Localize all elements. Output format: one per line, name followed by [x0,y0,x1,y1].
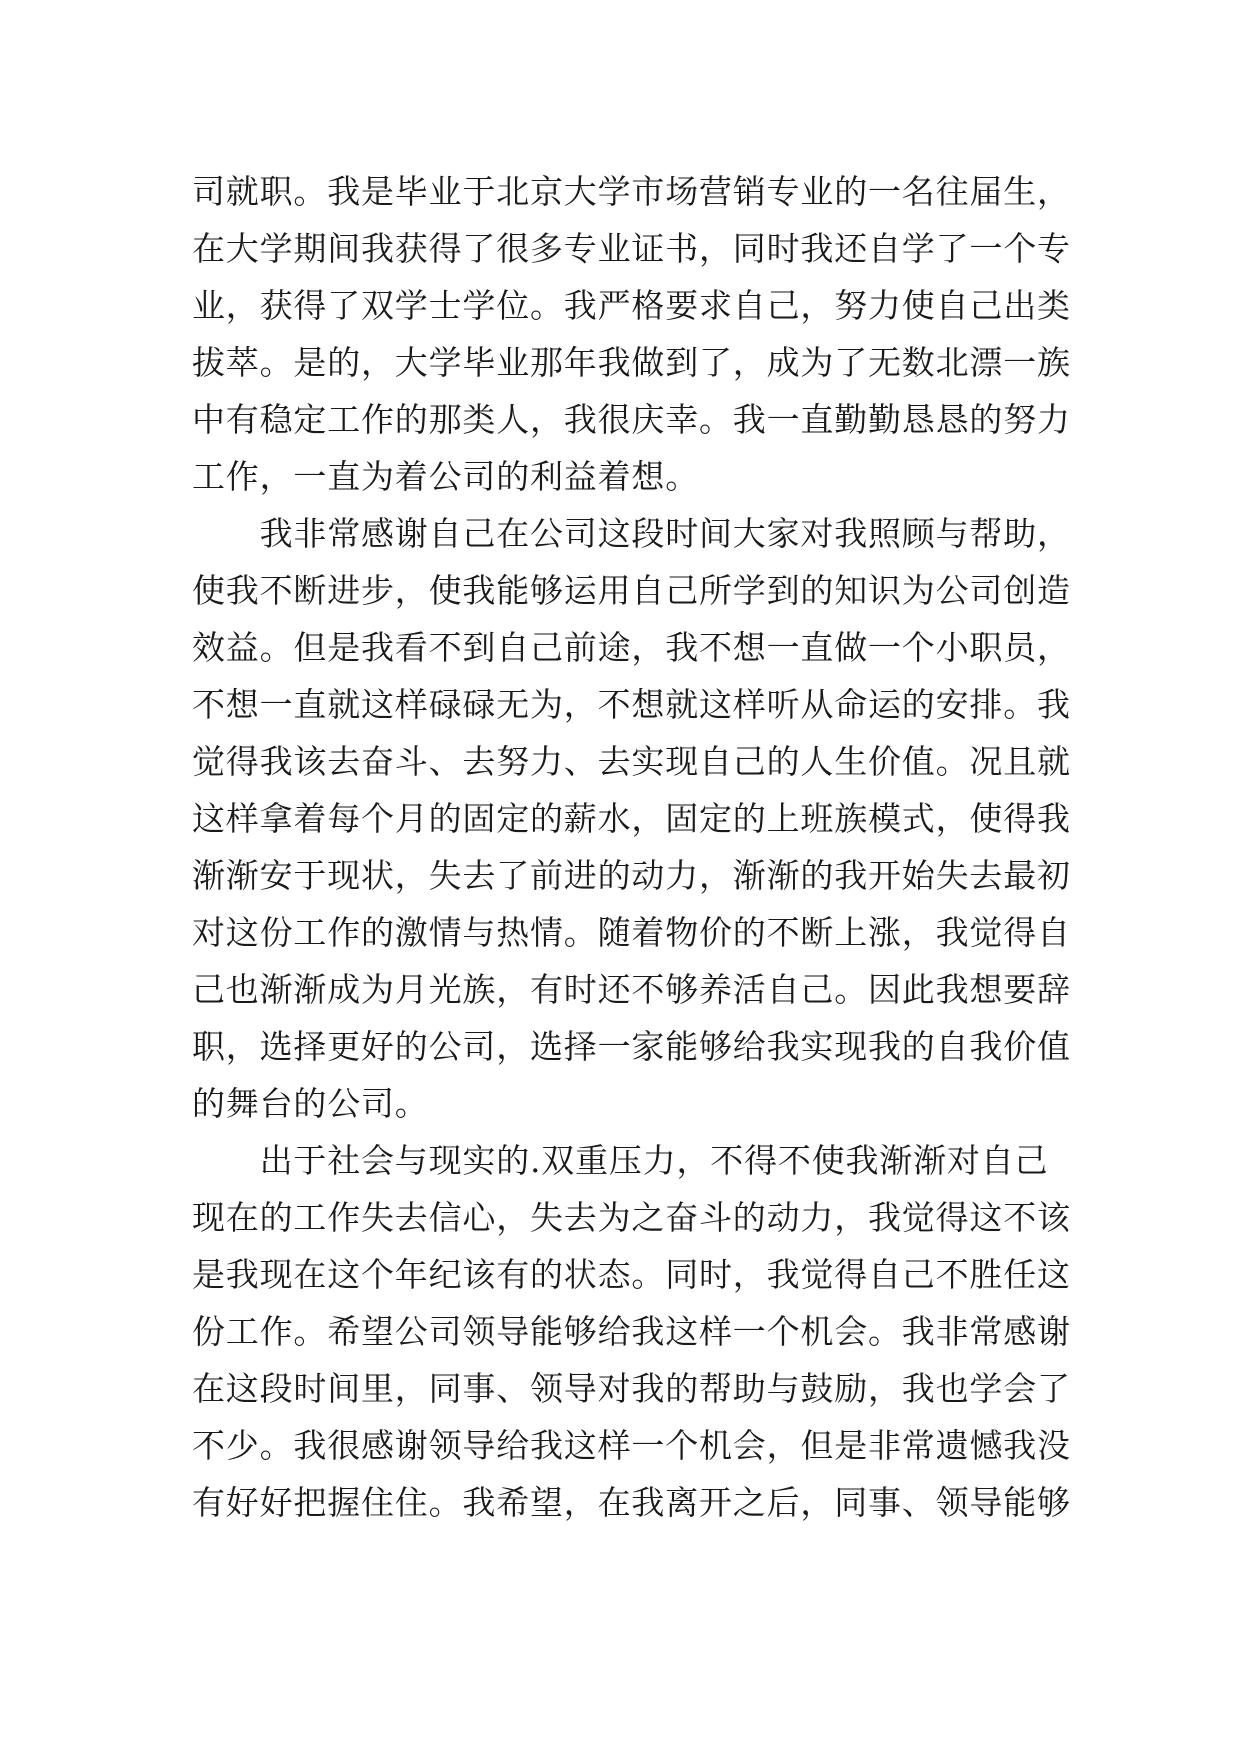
text-line: 效益。但是我看不到自己前途，我不想一直做一个小职员， [192,628,1071,667]
text-line: 不少。我很感谢领导给我这样一个机会，但是非常遗憾我没 [192,1426,1071,1465]
text-line: 拔萃。是的，大学毕业那年我做到了，成为了无数北漂一族 [192,343,1071,382]
text-line: 中有稳定工作的那类人，我很庆幸。我一直勤勤恳恳的努力 [192,400,1071,439]
text-line: 业，获得了双学士学位。我严格要求自己，努力使自己出类 [192,286,1071,325]
text-line: 的舞台的公司。 [192,1084,429,1123]
text-line: 对这份工作的激情与热情。随着物价的不断上涨，我觉得自 [192,913,1071,952]
text-line: 己也渐渐成为月光族，有时还不够养活自己。因此我想要辞 [192,970,1071,1009]
body-text [192,163,1071,1531]
text-line: 是我现在这个年纪该有的状态。同时，我觉得自己不胜任这 [192,1255,1071,1294]
text-line: 职，选择更好的公司，选择一家能够给我实现我的自我价值 [192,1027,1071,1066]
text-line: 我非常感谢自己在公司这段时间大家对我照顾与帮助， [192,514,1071,553]
text-line: 在大学期间我获得了很多专业证书，同时我还自学了一个专 [192,229,1071,268]
text-line: 出于社会与现实的.双重压力，不得不使我渐渐对自己 [192,1141,1049,1180]
text-line: 在这段时间里，同事、领导对我的帮助与鼓励，我也学会了 [192,1369,1071,1408]
text-line: 有好好把握住住。我希望，在我离开之后，同事、领导能够 [192,1483,1071,1522]
text-line: 这样拿着每个月的固定的薪水，固定的上班族模式，使得我 [192,799,1071,838]
text-line: 现在的工作失去信心，失去为之奋斗的动力，我觉得这不该 [192,1198,1071,1237]
text-line: 司就职。我是毕业于北京大学市场营销专业的一名往届生， [192,172,1071,211]
text-line: 渐渐安于现状，失去了前进的动力，渐渐的我开始失去最初 [192,856,1071,895]
text-line: 工作，一直为着公司的利益着想。 [192,457,699,496]
text-line: 份工作。希望公司领导能够给我这样一个机会。我非常感谢 [192,1312,1071,1351]
text-line: 不想一直就这样碌碌无为，不想就这样听从命运的安排。我 [192,685,1071,724]
text-line: 觉得我该去奋斗、去努力、去实现自己的人生价值。况且就 [192,742,1071,781]
text-line: 使我不断进步，使我能够运用自己所学到的知识为公司创造 [192,571,1071,610]
